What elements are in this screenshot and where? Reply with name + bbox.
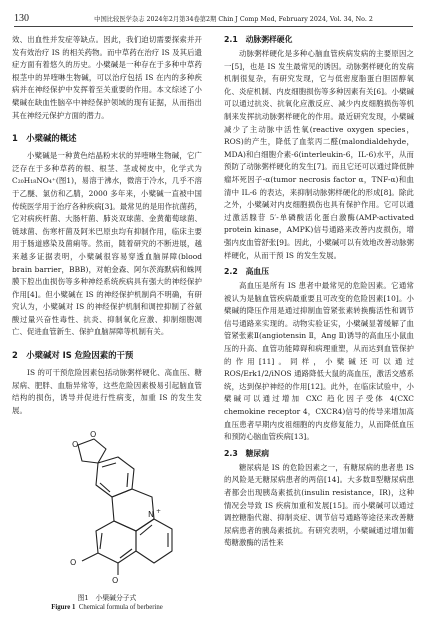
page-header xyxy=(14,10,413,27)
section-2-2-paragraph: 高血压是所有 IS 患者中最常见的危险因素。它通常被认为是脑血管疾病最重要且可改变的危险因素[10]。小檗碱的降压作用是通过抑制血管紧张素转换酶活性和调节信号通路来实现的。动物实验证实，小檗碱显著缓解了血管紧张素Ⅱ(angiotensin Ⅱ，Ang Ⅱ)诱导的高血压小鼠血压的升高、血管功能障碍和病理重塑，从而达到血管保护的作用[11]。同样，小檗碱还可以通过 ROS/Erk1/2/iNOS 通路降低大鼠的高血压，激活交感系统，达到保护神经的作用[12]。此外，在临床试验中，小檗碱可以通过增加 CXC 趋化因子受体 4(CXC chemokine receptor 4，CXCR4)信号的传导来增加高血压患者早期内皮祖细胞的内皮修复能力，从而降低血压和预防心脑血管疾病[13]。 xyxy=(224,281,414,442)
atom-charge: + xyxy=(156,508,162,516)
atom-o4: O xyxy=(70,558,77,568)
section-2-2-heading: 2.2 高血压 xyxy=(224,267,269,277)
section-2-3-heading: 2.3 糖尿病 xyxy=(224,448,269,458)
figure-1-caption xyxy=(12,593,202,613)
atom-o3: O xyxy=(112,576,119,586)
caption-en xyxy=(12,603,202,613)
atom-o1: O xyxy=(72,440,79,450)
section-2-1-paragraph: 动脉粥样硬化是多种心脑血管疾病发病的主要原因之一[5]，也是 IS 发生最常见的诱因。动脉粥样硬化的发病机制很复杂，有研究发现，它与低密度脂蛋白胆固醇氧化、炎症机制、内皮细胞损伤等多种因素有关[6]。小檗碱可以通过抗炎、抗氧化应激反应、减少内皮细胞损伤等机制来发挥抗动脉粥样硬化的作用。最近研究发现，小檗碱减少了主动脉中活性氧(reactive oxygen species，ROS)的产生，降低了血浆丙二醛(malondialdehyde，MDA)和白细胞介素-6(interleukin-6，IL-6)水平，从而预防了动脉粥样硬化的发生[7]。而且它还可以通过降低肿瘤坏死因子-α(tumor necrosis factor α，TNF-α)和血清中 IL-6 的表达，来抑制动脉粥样硬化的形成[8]。除此之外，小檗碱对内皮细胞损伤也具有保护作用。它可以通过激活腺苷 5′-单磷酸活化蛋白激酶(AMP-activated protein kinase，AMPK)信号通路来改善内皮损伤，增强内皮血管舒张[9]。因此，小檗碱可以有效地改善动脉粥样硬化，从而干预 IS 的发生发展。 xyxy=(224,49,414,260)
section-2-1-heading: 2.1 动脉粥样硬化 xyxy=(224,35,293,44)
atom-o2: O xyxy=(90,430,97,440)
right-column xyxy=(224,34,414,550)
section-1-paragraph: 小檗碱是一种黄色结晶粉末状的异喹啉生物碱，它广泛存在于多种草药的根、根茎、茎或树皮中，化学式为 C₂₀H₁₈NO₄⁺(图1)，易溶于沸水，微溶于冷水，几乎不溶于乙醚、氯仿和乙腈，2000 多年来，小檗碱一直被中国传统医学用于治疗各种疾病[3]。最常见的是用作抗菌药，它对病疾杆菌、大肠杆菌、肺炎双球菌、金黄葡萄球菌、链球菌、伤寒杆菌及阿米巴原虫均有抑制作用，临床主要用于肠道感染及菌痢等。然而，随着研究的不断进展，越来越多证据表明，小檗碱很容易穿透血脑屏障(blood brain barrier，BBB)，对帕金森、阿尔茨海默病和蛛网膜下腔出血损伤等多种神经系统疾病具有强大的神经保护作用[4]。但小檗碱在 IS 的神经保护机制尚不明确，有研究认为，小檗碱对 IS 的神经保护机制和调控抑制了谷氨酸过量兴奋性毒性、抗炎、抑制氧化应激、抑制细胞凋亡、促进血管新生、保护血脑屏障等机制有关。 xyxy=(12,151,202,337)
caption-en-label: Figure 1 xyxy=(51,604,76,612)
caption-en-text: Chemical formula of berberine xyxy=(78,604,163,612)
left-column xyxy=(12,34,202,613)
intro-paragraph: 效、出血性并发症等缺点。因此，我们迫切需要探索并开发有效治疗 IS 的相关药物。而中草药在治疗 IS 及其后遗症方面有着悠久的历史。小檗碱是一种存在于多种中草药根茎中的异喹啉生物碱，可以治疗包括 IS 在内的多种疾病并在神经保护中发挥着至关重要的作用。本文综述了小檗碱在缺血性脑卒中神经保护领域的现有证据，从而指出其在神经元保护方面的潜力。 xyxy=(12,35,202,120)
caption-cn: 图1 小檗碱分子式 xyxy=(77,594,137,603)
section-1-heading: 1 小檗碱的概述 xyxy=(12,133,77,144)
berberine-structure-diagram xyxy=(20,427,194,585)
section-2-heading: 2 小檗碱对 IS 危险因素的干预 xyxy=(12,350,134,361)
atom-n: N xyxy=(148,510,154,520)
figure-1 xyxy=(12,423,202,613)
page-number: 130 xyxy=(14,13,29,24)
section-2-3-paragraph: 糖尿病是 IS 的危险因素之一，有糖尿病的患者患 IS 的风险是无糖尿病患者的两倍[14]。大多数Ⅱ型糖尿病患者都会出现胰岛素抵抗(insulin resistance，IR)，这种情况会导致 IS 疾病加重和发展[15]。而小檗碱可以通过调控糖脂代谢、抑制炎症、调节信号通路等途径来改善糖尿病患者的胰岛素抵抗。有研究表明，小檗碱通过增加葡萄糖激酶的活性来 xyxy=(224,462,414,548)
section-2-paragraph: IS 的可干预危险因素包括动脉粥样硬化、高血压、糖尿病、肥胖、血脂异常等，这些危险因素极易引起脑血管结构的损伤，诱导并促进行性病变，加重 IS 的发生发展。 xyxy=(12,368,202,415)
journal-citation: 中国比较医学杂志 2024年2月第34卷第2期 Chin J Comp Med, February 2024, Vol. 34, No. 2 xyxy=(94,16,373,23)
